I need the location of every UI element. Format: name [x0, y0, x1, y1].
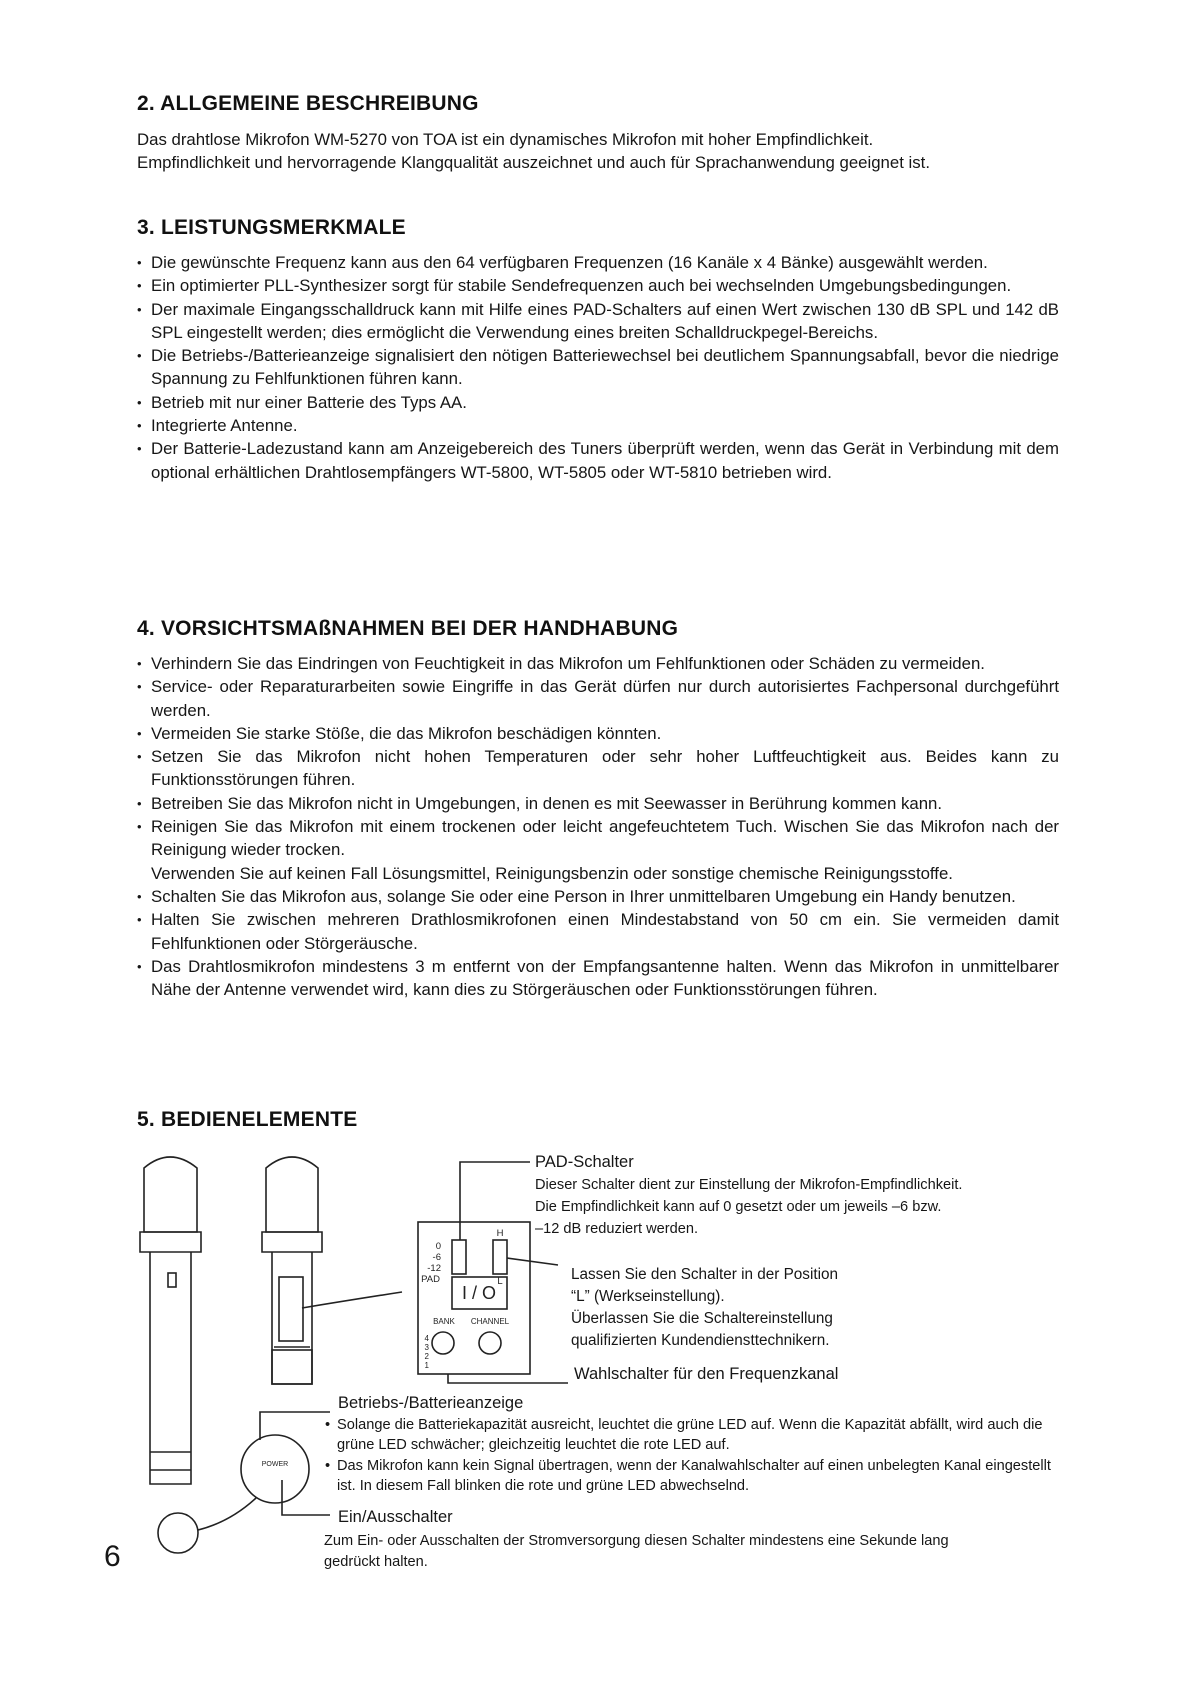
- list-item: • Verhindern Sie das Eindringen von Feuchtigkeit in das Mikrofon um Fehlfunktionen oder Schäden zu vermeiden.: [137, 652, 1059, 675]
- page-number: 6: [104, 1540, 121, 1573]
- pad-switch-desc-3: –12 dB reduziert werden.: [535, 1221, 699, 1237]
- section-4-list: [137, 652, 1059, 1001]
- hl-switch-desc-2: “L” (Werkseinstellung).: [571, 1288, 725, 1305]
- list-item: • Ein optimierter PLL-Synthesizer sorgt für stabile Sendefrequenzen auch bei wechselnden Umgebungsbedingungen.: [137, 274, 1059, 297]
- list-item: • Integrierte Antenne.: [137, 414, 1059, 437]
- list-item: • Die Betriebs-/Batterieanzeige signalisiert den nötigen Batteriewechsel bei deutlichem Spannungsabfall, bevor die niedrige Spannung zu Fehlfunktionen führen kann.: [137, 344, 1059, 391]
- microphone-full-icon: [140, 1157, 201, 1484]
- section-3-list: [137, 251, 1059, 484]
- indicator-detail: [241, 1435, 309, 1503]
- list-item: • Der Batterie-Ladezustand kann am Anzeigebereich des Tuners überprüft werden, wenn das Gerät in Verbindung mit dem optional erhältlichen Drahtlosempfängers WT-5800, WT-5805 oder WT-5810 betrieben wird.: [137, 437, 1059, 484]
- power-label: POWER: [261, 1461, 289, 1468]
- bank-digit-2: 2: [424, 1352, 429, 1361]
- list-item: • Halten Sie zwischen mehreren Drathlosmikrofonen einen Mindestabstand von 50 cm ein. Sie vermeiden damit Fehlfunktionen oder Störgeräusche.: [137, 908, 1059, 955]
- bank-label: BANK: [433, 1317, 455, 1326]
- l-label: L: [497, 1276, 503, 1287]
- hl-switch: [493, 1240, 507, 1274]
- pad-switch-title: PAD-Schalter: [535, 1153, 634, 1171]
- list-item: • Solange die Batteriekapazität ausreicht, leuchtet die grüne LED auf. Wenn die Kapazität abfällt, wird auch die grüne LED schwächer; gleichzeitig leuchtet die rote LED auf.: [325, 1415, 1065, 1456]
- cleaning-note: Verwenden Sie auf keinen Fall Lösungsmittel, Reinigungsbenzin oder sonstige chemische Reinigungsstoffe.: [151, 863, 953, 883]
- channel-selector-title: Wahlschalter für den Frequenzkanal: [574, 1365, 839, 1383]
- list-item: • Service- oder Reparaturarbeiten sowie Eingriffe in das Gerät dürfen nur durch autorisiertes Fachpersonal durchgeführt werden.: [137, 675, 1059, 722]
- channel-selector: [479, 1332, 501, 1354]
- list-item: • Betrieb mit nur einer Batterie des Typs AA.: [137, 391, 1059, 414]
- bank-selector: [432, 1332, 454, 1354]
- section-4-heading: 4. VORSICHTSMAßNAHMEN BEI DER HANDHABUNG: [137, 617, 679, 640]
- power-switch-desc-2: gedrückt halten.: [324, 1554, 428, 1570]
- section-2-line-1: Das drahtlose Mikrofon WM-5270 von TOA ist ein dynamisches Mikrofon mit hoher Empfindlichkeit.: [137, 130, 874, 149]
- microphone-open-icon: [262, 1157, 322, 1384]
- channel-label: CHANNEL: [470, 1317, 510, 1326]
- power-switch-desc-1: Zum Ein- oder Ausschalten der Stromversorgung diesen Schalter mindestens eine Sekunde lang: [324, 1533, 949, 1549]
- bank-digit-1: 1: [424, 1361, 429, 1370]
- pad-level-6: -6: [432, 1252, 441, 1263]
- hl-switch-desc-1: Lassen Sie den Schalter in der Position: [571, 1266, 839, 1283]
- pad-label: PAD: [421, 1274, 440, 1285]
- list-item: • Das Mikrofon kann kein Signal übertragen, wenn der Kanalwahlschalter auf einen unbelegten Kanal eingestellt ist. In diesem Fall blinken die rote und grüne LED abwechselnd.: [325, 1456, 1065, 1497]
- list-item: • Der maximale Eingangsschalldruck kann mit Hilfe eines PAD-Schalters auf einen Wert zwischen 130 dB SPL und 142 dB SPL eingestellt werden; dies ermöglicht die Verwendung eines breiten Schalldruckpegel-Bereichs.: [137, 298, 1059, 345]
- pad-switch: [452, 1240, 466, 1274]
- bank-digit-3: 3: [424, 1343, 429, 1352]
- pad-level-12: -12: [427, 1263, 441, 1274]
- list-item: • Das Drahtlosmikrofon mindestens 3 m entfernt von der Empfangsantenne halten. Wenn das Mikrofon in unmittelbarer Nähe der Antenne verwendet wird, kann dies zu Störgeräuschen oder Funktionsstörungen führen.: [137, 955, 1059, 1002]
- pad-switch-desc-2: Die Empfindlichkeit kann auf 0 gesetzt oder um jeweils –6 bzw.: [535, 1199, 942, 1215]
- hl-switch-desc-3: Überlassen Sie die Schaltereinstellung: [571, 1310, 833, 1327]
- list-item: • Schalten Sie das Mikrofon aus, solange Sie oder eine Person in Ihrer unmittelbaren Umgebung ein Handy benutzen.: [137, 885, 1059, 908]
- section-5-heading: 5. BEDIENELEMENTE: [137, 1108, 358, 1131]
- io-label: I / O: [461, 1283, 497, 1303]
- bank-digit-4: 4: [424, 1334, 429, 1343]
- cleaning-text: Reinigen Sie das Mikrofon mit einem trockenen oder leicht angefeuchtetem Tuch. Wischen Sie das Mikrofon nach der Reinigung wieder trocken.: [151, 817, 1059, 860]
- list-item: • Setzen Sie das Mikrofon nicht hohen Temperaturen oder sehr hoher Luftfeuchtigkeit aus. Beides kann zu Funktionsstörungen führen.: [137, 745, 1059, 792]
- section-2-line-2: Empfindlichkeit und hervorragende Klangqualität auszeichnet und auch für Sprachanwendung geeignet ist.: [137, 153, 930, 172]
- power-switch-title: Ein/Ausschalter: [338, 1508, 453, 1526]
- section-3-heading: 3. LEISTUNGSMERKMALE: [137, 216, 406, 239]
- list-item: [137, 815, 1059, 862]
- section-2-heading: 2. ALLGEMEINE BESCHREIBUNG: [137, 92, 479, 115]
- hl-switch-desc-4: qualifizierten Kundendiensttechnikern.: [571, 1332, 830, 1349]
- indicator-list: [325, 1415, 1065, 1496]
- list-item: • Betreiben Sie das Mikrofon nicht in Umgebungen, in denen es mit Seewasser in Berührung kommen kann.: [137, 792, 1059, 815]
- list-item: • Vermeiden Sie starke Stöße, die das Mikrofon beschädigen könnten.: [137, 722, 1059, 745]
- list-item: • Die gewünschte Frequenz kann aus den 64 verfügbaren Frequenzen (16 Kanäle x 4 Bänke) ausgewählt werden.: [137, 251, 1059, 274]
- power-button-icon: [158, 1513, 198, 1553]
- h-label: H: [496, 1228, 504, 1239]
- pad-level-0: 0: [435, 1241, 441, 1252]
- indicator-title: Betriebs-/Batterieanzeige: [338, 1394, 524, 1412]
- pad-switch-desc-1: Dieser Schalter dient zur Einstellung der Mikrofon-Empfindlichkeit.: [535, 1177, 963, 1193]
